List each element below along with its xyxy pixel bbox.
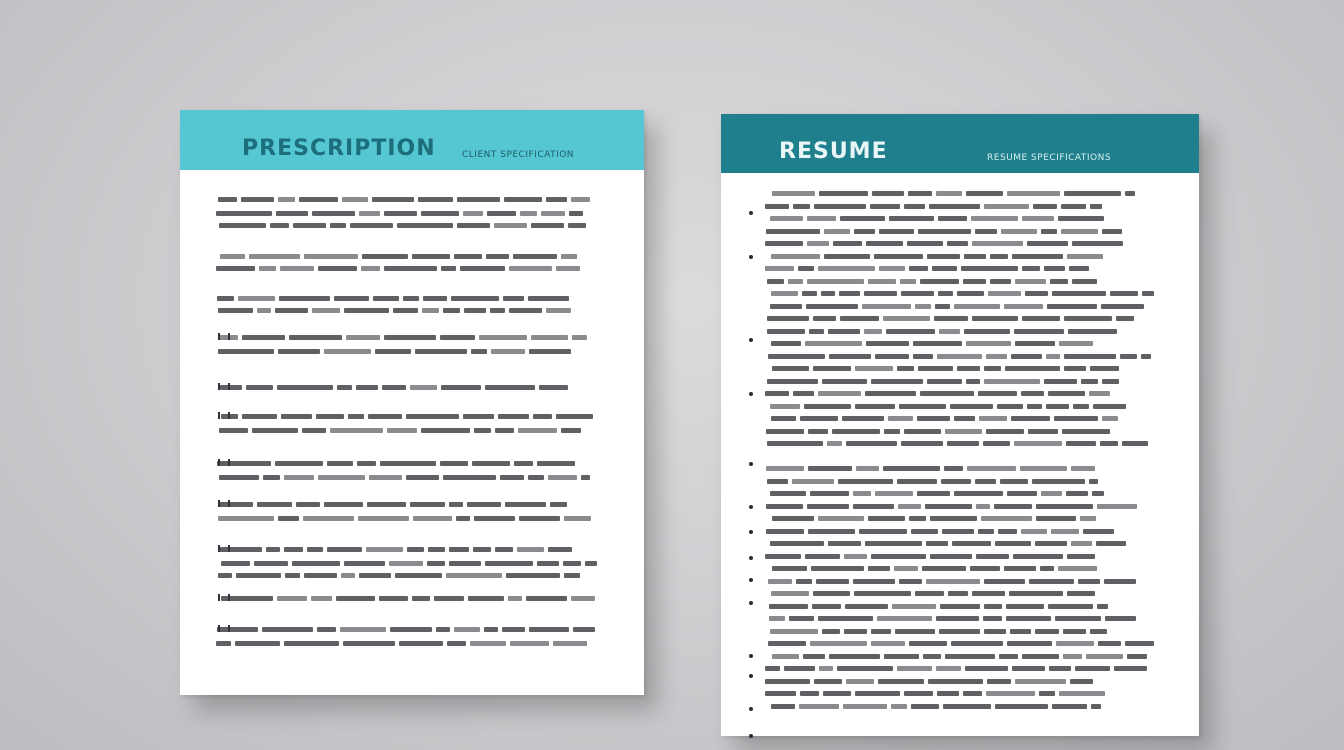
list-marker [218,459,230,466]
bullet-point [749,578,753,582]
text-line [217,297,578,299]
text-line [770,405,1135,407]
text-line [772,192,1143,194]
bullet-point [749,211,753,215]
text-line [768,642,1162,644]
text-line [767,380,1127,382]
text-line [218,309,582,311]
right-document [721,114,1199,736]
text-line [769,605,1116,607]
text-line [771,292,1166,294]
text-line [769,617,1152,619]
text-line [772,517,1103,519]
list-marker [218,383,230,390]
text-line [221,415,603,417]
list-marker [218,333,230,340]
text-line [765,692,1114,694]
text-line [772,367,1128,369]
bullet-point [749,530,753,534]
text-line [766,530,1128,532]
text-line [771,417,1127,419]
text-line [221,597,608,599]
text-line [219,476,600,478]
list-marker [218,500,230,507]
text-line [770,217,1111,219]
left-document-title: PRESCRIPTION [242,136,436,161]
left-document-subtitle: CLIENT SPECIFICATION [462,150,575,160]
text-line [218,517,604,519]
text-line [770,630,1117,632]
text-line [770,305,1152,307]
right-document-subtitle: RESUME SPECIFICATIONS [987,153,1112,163]
list-marker [218,594,230,601]
bullet-point [749,707,753,711]
text-line [767,330,1125,332]
text-line [765,242,1140,244]
text-line [216,267,590,269]
text-line [216,212,593,214]
text-line [219,336,595,338]
text-line [219,503,581,505]
text-line [219,224,595,226]
text-line [220,255,585,257]
text-line [219,429,590,431]
text-line [767,280,1107,282]
text-line [766,430,1118,432]
list-marker [218,625,230,632]
bullet-point [749,255,753,259]
text-line [768,355,1161,357]
bullet-point [749,556,753,560]
text-line [217,628,605,630]
text-line [765,680,1100,682]
bullet-point [749,654,753,658]
text-line [766,467,1102,469]
text-line [765,392,1118,394]
text-line [218,350,581,352]
bullet-point [749,462,753,466]
text-line [765,205,1111,207]
bullet-point [749,674,753,678]
bullet-point [749,601,753,605]
bullet-point [749,505,753,509]
list-marker [218,545,230,552]
text-line [771,255,1122,257]
text-line [765,667,1157,669]
text-line [770,542,1134,544]
text-line [768,580,1145,582]
text-line [770,492,1113,494]
text-line [216,642,595,644]
text-line [766,230,1131,232]
text-line [765,267,1098,269]
text-line [767,442,1157,444]
text-line [772,655,1157,657]
bullet-point [749,392,753,396]
text-line [772,567,1105,569]
text-line [767,480,1106,482]
text-line [218,198,600,200]
bullet-point [749,734,753,738]
text-line [218,574,589,576]
text-line [220,386,586,388]
text-line [221,562,607,564]
list-marker [218,412,230,419]
text-line [219,548,584,550]
text-line [217,462,583,464]
right-document-title: RESUME [779,139,888,164]
text-line [766,505,1145,507]
left-document [180,110,644,695]
bullet-point [749,338,753,342]
text-line [767,317,1148,319]
text-line [771,705,1109,707]
text-line [765,555,1109,557]
text-line [771,342,1106,344]
text-line [771,592,1102,594]
